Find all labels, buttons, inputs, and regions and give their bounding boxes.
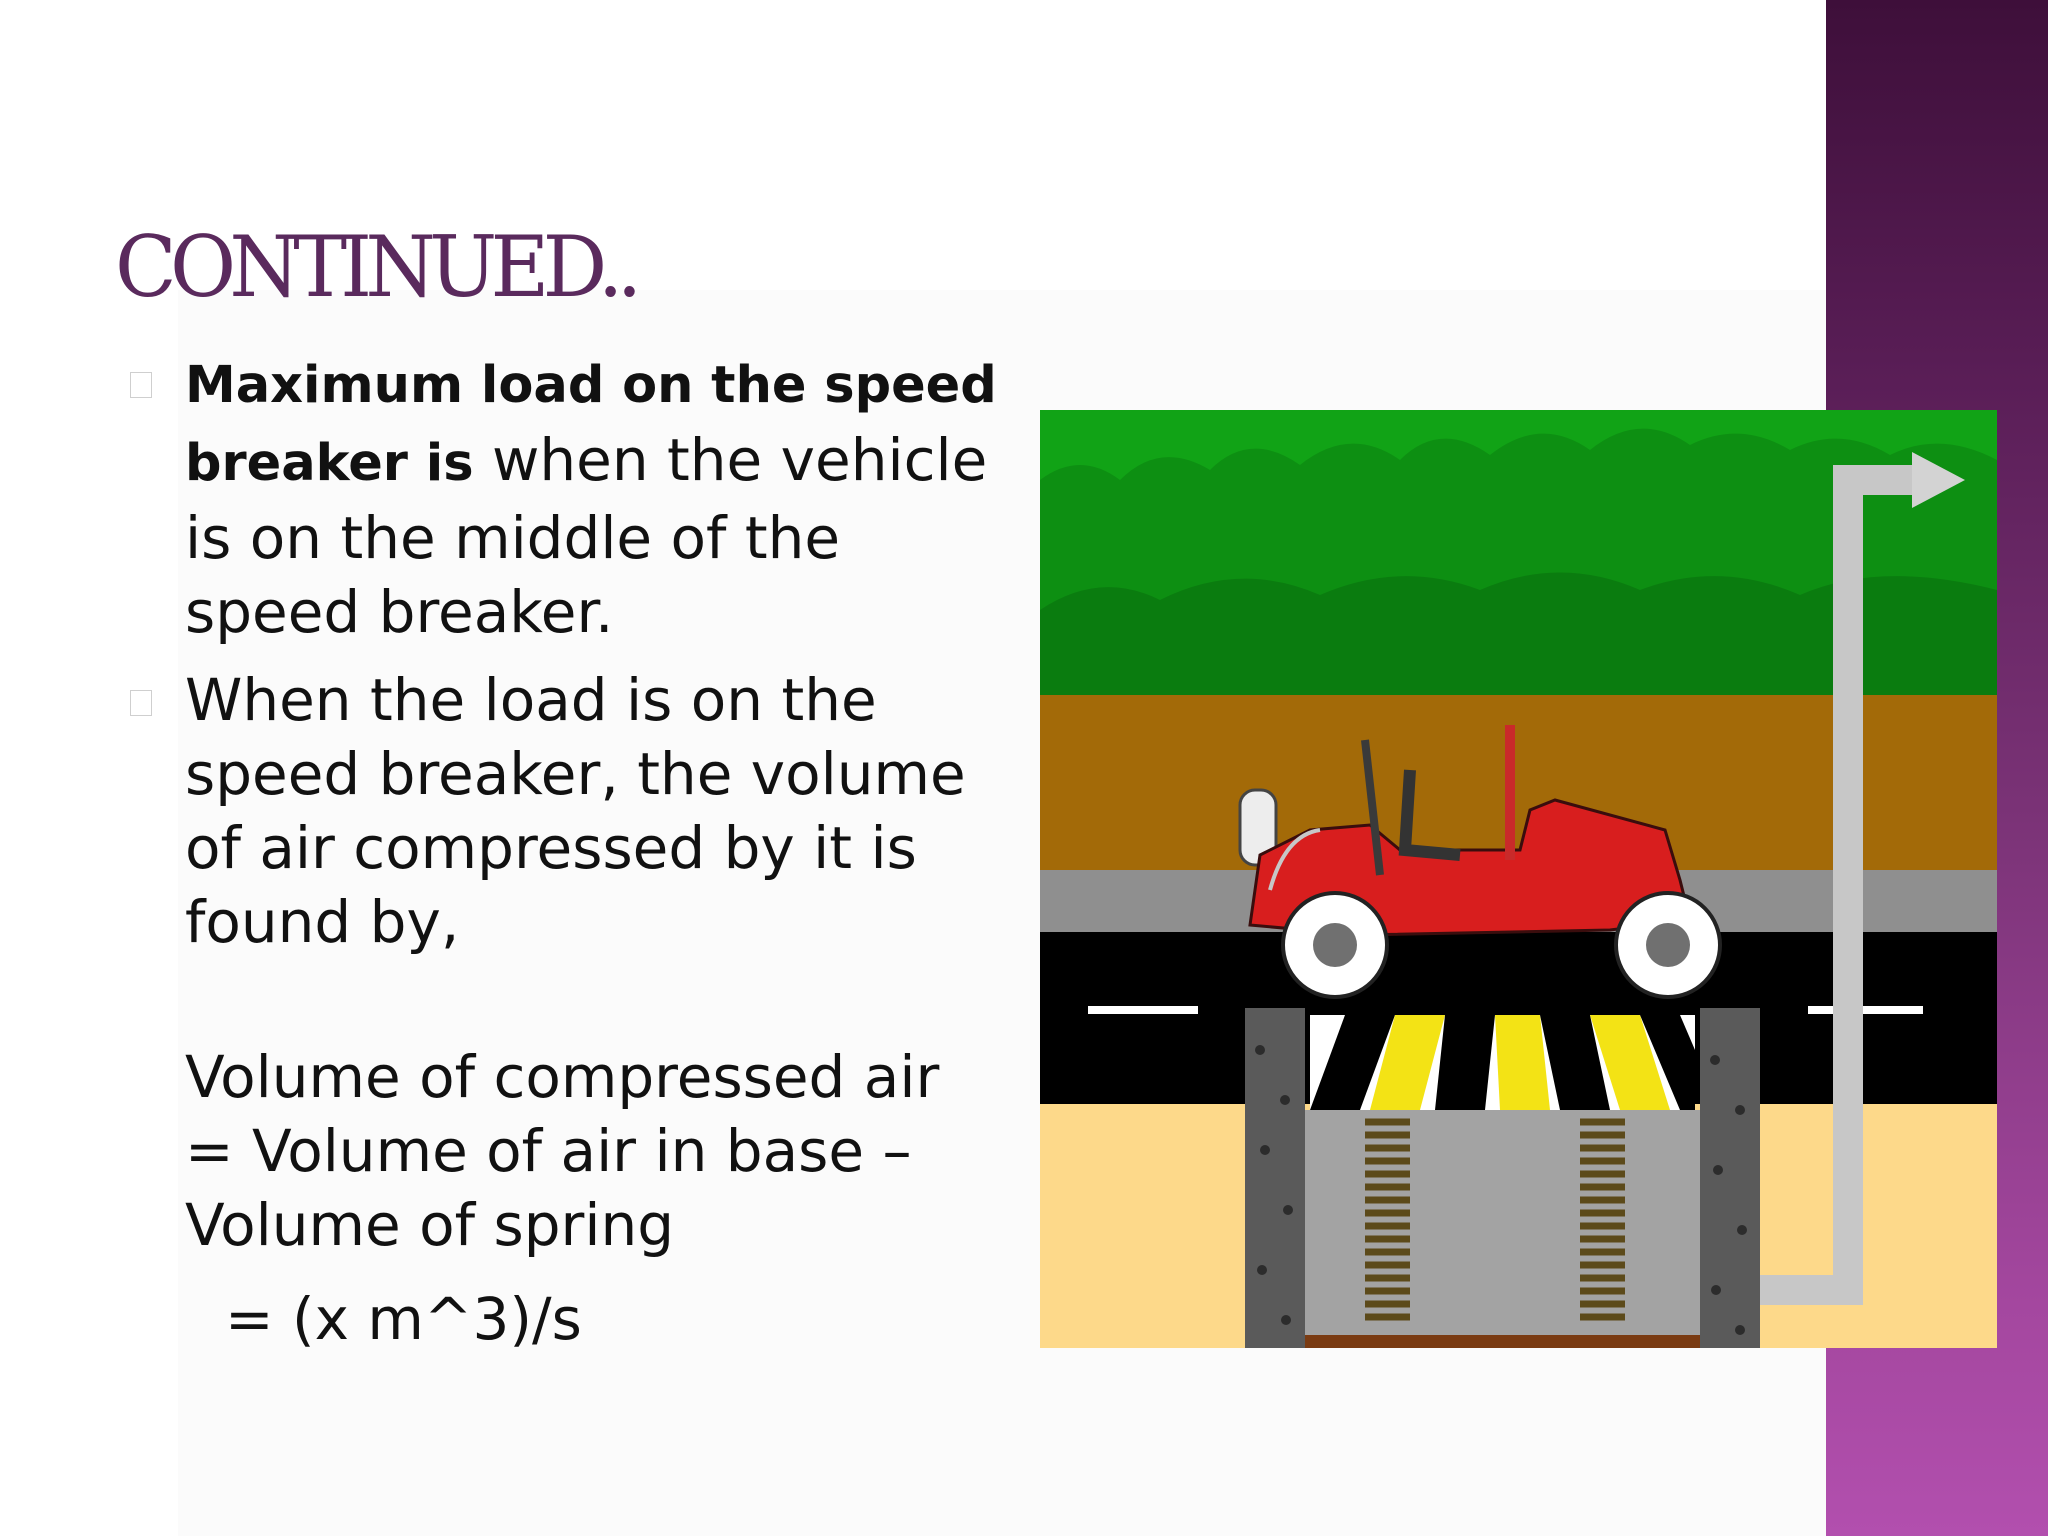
- bullet-text: when the vehicle is on the middle of the speed breaker.: [185, 426, 988, 646]
- bullet-text: When the load is on the speed breaker, the volume of air compressed by it is found by,: [185, 666, 966, 956]
- breaker-stripe-black: [1435, 1015, 1495, 1110]
- formula-result: = (x m^3)/s: [225, 1285, 582, 1353]
- lane-marking-right: [1808, 1006, 1923, 1014]
- bullet-marker-icon: [130, 690, 152, 716]
- formula-line-3: Volume of spring: [185, 1191, 675, 1259]
- slide-title: CONTINUED..: [115, 218, 636, 316]
- speed-breaker-illustration: [1040, 410, 1997, 1348]
- pit-wall-left: [1245, 1008, 1305, 1348]
- chamber-base: [1305, 1335, 1700, 1348]
- bullet-item-air-volume: [130, 663, 1010, 959]
- bullet-list: [130, 345, 1010, 959]
- formula-line-1: Volume of compressed air: [185, 1043, 940, 1111]
- formula-line-2: = Volume of air in base –: [185, 1117, 912, 1185]
- bullet-bold-text: Maximum load on the speed breaker is: [185, 356, 997, 493]
- air-chamber: [1305, 1110, 1700, 1340]
- bullet-marker-icon: [130, 372, 152, 398]
- lane-marking-left: [1088, 1006, 1198, 1014]
- formula-block: [185, 1040, 1065, 1262]
- pit-wall-right: [1700, 1008, 1760, 1348]
- bullet-item-max-load: [130, 345, 1010, 649]
